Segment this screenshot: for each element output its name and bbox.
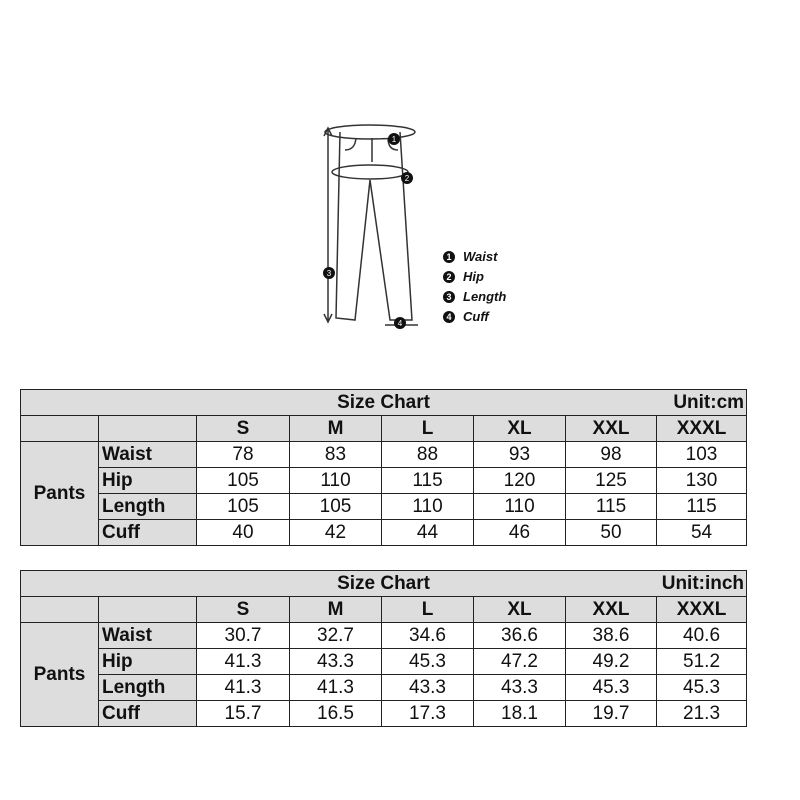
empty-cell: [21, 597, 99, 623]
pants-measurement-diagram: [300, 110, 540, 340]
value-cell: 41.3: [197, 675, 290, 701]
table-title: Size Chart: [337, 392, 430, 413]
value-cell: 83: [290, 442, 382, 468]
value-cell: 42: [290, 520, 382, 546]
measurement-label: Length: [99, 675, 197, 701]
value-cell: 36.6: [474, 623, 566, 649]
measurement-label: Cuff: [99, 701, 197, 727]
unit-label: Unit:cm: [673, 392, 745, 413]
value-cell: 125: [566, 468, 657, 494]
size-header: M: [290, 416, 382, 442]
legend-label: Hip: [463, 269, 484, 284]
size-header: M: [290, 597, 382, 623]
measurement-label: Waist: [99, 623, 197, 649]
value-cell: 45.3: [566, 675, 657, 701]
size-header: XXL: [566, 416, 657, 442]
size-header: S: [197, 416, 290, 442]
empty-cell: [21, 416, 99, 442]
size-header: S: [197, 597, 290, 623]
value-cell: 115: [382, 468, 474, 494]
size-chart-table: [20, 570, 747, 727]
table-title-row: [21, 571, 747, 597]
legend-item-waist: [443, 249, 497, 264]
value-cell: 46: [474, 520, 566, 546]
table-row: [21, 675, 747, 701]
value-cell: 51.2: [657, 649, 747, 675]
value-cell: 43.3: [474, 675, 566, 701]
value-cell: 41.3: [197, 649, 290, 675]
empty-cell: [99, 416, 197, 442]
legend-label: Waist: [463, 249, 498, 264]
value-cell: 50: [566, 520, 657, 546]
value-cell: 103: [657, 442, 747, 468]
value-cell: 32.7: [290, 623, 382, 649]
value-cell: 44: [382, 520, 474, 546]
legend-item-hip: [443, 269, 484, 284]
value-cell: 45.3: [382, 649, 474, 675]
value-cell: 110: [474, 494, 566, 520]
measurement-label: Hip: [99, 649, 197, 675]
size-header: XL: [474, 597, 566, 623]
value-cell: 78: [197, 442, 290, 468]
table-row: [21, 468, 747, 494]
value-cell: 16.5: [290, 701, 382, 727]
table-row: [21, 701, 747, 727]
group-label: Pants: [21, 442, 99, 546]
value-cell: 34.6: [382, 623, 474, 649]
value-cell: 43.3: [382, 675, 474, 701]
value-cell: 105: [290, 494, 382, 520]
table-title: Size Chart: [337, 573, 430, 594]
table-title-row: [21, 390, 747, 416]
value-cell: 47.2: [474, 649, 566, 675]
number-badge-icon: 4: [443, 311, 455, 323]
value-cell: 17.3: [382, 701, 474, 727]
value-cell: 45.3: [657, 675, 747, 701]
measurement-label: Waist: [99, 442, 197, 468]
size-header: XXL: [566, 597, 657, 623]
value-cell: 88: [382, 442, 474, 468]
legend-item-cuff: [443, 309, 489, 324]
legend-label: Cuff: [463, 309, 489, 324]
table-row: [21, 442, 747, 468]
group-label: Pants: [21, 623, 99, 727]
value-cell: 98: [566, 442, 657, 468]
measurement-label: Hip: [99, 468, 197, 494]
value-cell: 40.6: [657, 623, 747, 649]
size-header: XXXL: [657, 416, 747, 442]
value-cell: 40: [197, 520, 290, 546]
table-row: [21, 494, 747, 520]
svg-text:1: 1: [391, 135, 397, 144]
number-badge-icon: 3: [443, 291, 455, 303]
measurement-label: Length: [99, 494, 197, 520]
value-cell: 110: [382, 494, 474, 520]
value-cell: 21.3: [657, 701, 747, 727]
value-cell: 115: [657, 494, 747, 520]
number-badge-icon: 1: [443, 251, 455, 263]
svg-text:2: 2: [404, 174, 410, 183]
svg-text:3: 3: [326, 269, 332, 278]
table-row: [21, 520, 747, 546]
size-header: XL: [474, 416, 566, 442]
value-cell: 38.6: [566, 623, 657, 649]
value-cell: 49.2: [566, 649, 657, 675]
table-row: [21, 649, 747, 675]
value-cell: 54: [657, 520, 747, 546]
value-cell: 41.3: [290, 675, 382, 701]
legend-label: Length: [463, 289, 507, 304]
value-cell: 93: [474, 442, 566, 468]
size-chart-table: [20, 389, 747, 546]
value-cell: 43.3: [290, 649, 382, 675]
value-cell: 30.7: [197, 623, 290, 649]
value-cell: 110: [290, 468, 382, 494]
size-header: L: [382, 416, 474, 442]
value-cell: 130: [657, 468, 747, 494]
svg-text:4: 4: [397, 319, 403, 328]
table-row: [21, 623, 747, 649]
value-cell: 19.7: [566, 701, 657, 727]
number-badge-icon: 2: [443, 271, 455, 283]
size-header: XXXL: [657, 597, 747, 623]
value-cell: 18.1: [474, 701, 566, 727]
unit-label: Unit:inch: [661, 573, 745, 594]
value-cell: 105: [197, 494, 290, 520]
empty-cell: [99, 597, 197, 623]
value-cell: 15.7: [197, 701, 290, 727]
value-cell: 115: [566, 494, 657, 520]
legend-item-length: [443, 289, 506, 304]
size-header: L: [382, 597, 474, 623]
value-cell: 105: [197, 468, 290, 494]
value-cell: 120: [474, 468, 566, 494]
measurement-label: Cuff: [99, 520, 197, 546]
